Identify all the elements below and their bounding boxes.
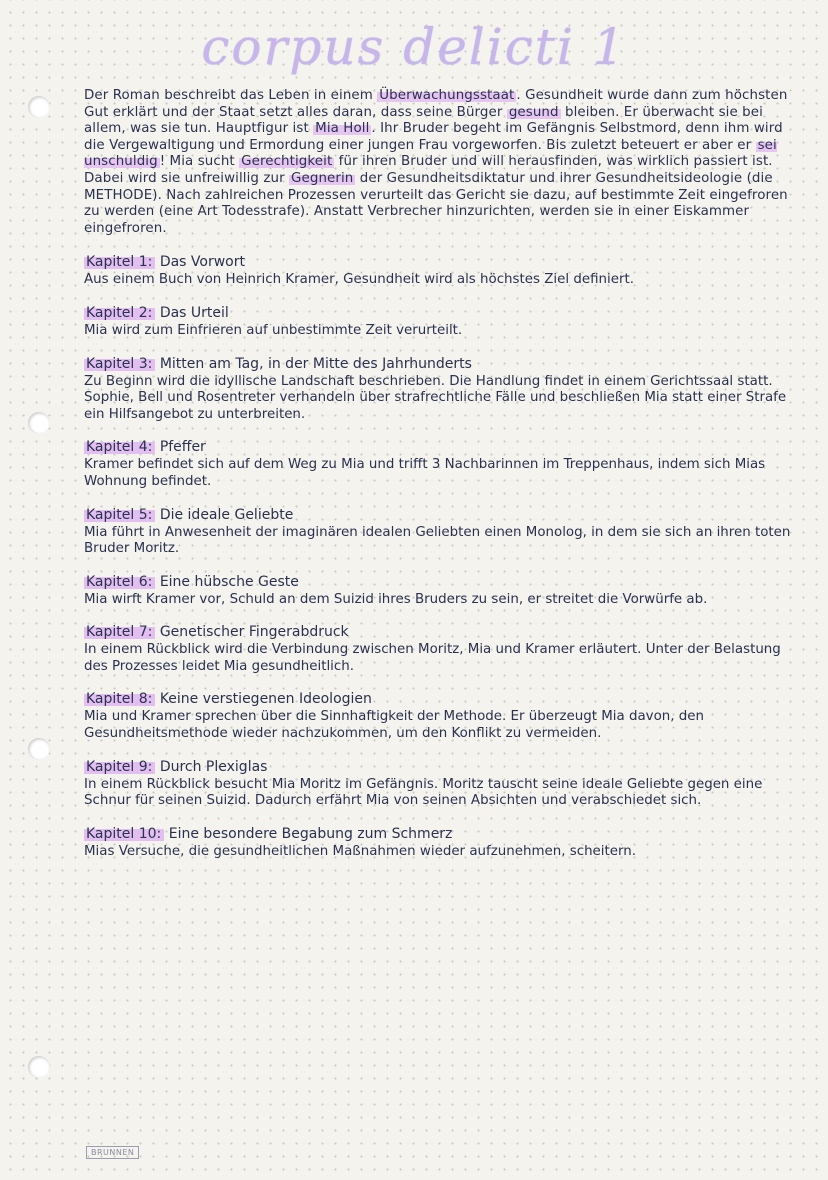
chapter-summary: Mia führt in Anwesenheit der imaginären idealen Geliebten einen Monolog, in dem sie sich an ihren toten Bruder Moritz. (84, 524, 791, 557)
highlight-term: gesund (508, 104, 559, 120)
brand-stamp: BRUNNEN (86, 1146, 139, 1159)
chapter-label: Kapitel 10: (84, 826, 164, 842)
chapter-1 (84, 253, 798, 289)
punch-hole (28, 412, 50, 434)
chapter-8 (84, 690, 798, 742)
intro-text: der Gesundheitsdiktatur und ihrer Gesundheitsideologie (die METHODE). Nach zahlreichen Prozessen verurteilt das Gericht sie dazu, auf bestimmte Zeit eingefroren zu werden (eine Art Todesstrafe). Anstatt Verbrecher hinzurichten, werden sie in einer Eiskammer eingefroren. (84, 170, 788, 236)
chapter-title: Eine hübsche Geste (159, 573, 299, 590)
highlight-term: Gerechtigkeit (241, 154, 333, 170)
chapter-10 (84, 825, 798, 861)
chapter-summary: In einem Rückblick besucht Mia Moritz im Gefängnis. Moritz tauscht seine ideale Geliebte gegen eine Schnur für seinen Suizid. Dadurch erfährt Mia von seinen Absichten und verabschiedet sich. (84, 776, 763, 809)
chapter-label: Kapitel 9: (84, 759, 155, 775)
punch-hole (28, 738, 50, 760)
chapter-summary: Kramer befindet sich auf dem Weg zu Mia und trifft 3 Nachbarinnen im Treppenhaus, indem sich Mias Wohnung befindet. (84, 457, 766, 489)
chapter-3 (84, 355, 798, 424)
intro-text: für ihren Bruder und will herausfinden, was wirklich passiert ist. Dabei wird sie unfreiwillig zur (84, 154, 773, 186)
highlight-term: Mia Holl (315, 121, 370, 137)
chapter-9 (84, 758, 798, 810)
intro-text: . Ihr Bruder begeht im Gefängnis Selbstmord, denn ihm wird die Vergewaltigung und Ermordung einer jungen Frau vorgeworfen. Bis zuletzt beteuert er aber er (84, 121, 783, 153)
highlight-term: sei unschuldig (84, 137, 777, 170)
chapter-7 (84, 623, 798, 675)
chapter-summary: Mia und Kramer sprechen über die Sinnhaftigkeit der Methode. Er überzeugt Mia davon, den Gesundheitsmethode wieder nachzukommen, um den Konflikt zu vermeiden. (84, 709, 705, 742)
chapter-summary: Mia wird zum Einfrieren auf unbestimmte Zeit verurteilt. (84, 322, 463, 338)
punch-hole (28, 96, 50, 118)
chapter-label: Kapitel 4: (84, 439, 155, 455)
chapter-summary: Mias Versuche, die gesundheitlichen Maßnahmen wieder aufzunehmen, scheitern. (84, 843, 637, 859)
intro-paragraph (84, 88, 798, 237)
chapter-summary: In einem Rückblick wird die Verbindung zwischen Moritz, Mia und Kramer erläutert. Unter der Belastung des Prozesses leidet Mia gesundheitlich. (84, 642, 781, 674)
intro-text: bleiben. Er überwacht sie bei allem, was sie tun. Hauptfigur ist (84, 104, 763, 137)
chapter-title: Eine besondere Begabung zum Schmerz (168, 825, 453, 842)
chapter-4 (84, 438, 798, 490)
notes-body (84, 88, 798, 875)
chapter-title: Durch Plexiglas (159, 758, 268, 775)
chapter-label: Kapitel 6: (84, 574, 155, 590)
chapter-title: Das Vorwort (159, 254, 245, 271)
chapter-title: Das Urteil (159, 304, 229, 321)
chapter-title: Keine verstiegenen Ideologien (159, 691, 372, 708)
chapter-label: Kapitel 7: (84, 624, 155, 640)
chapter-summary: Zu Beginn wird die idyllische Landschaft beschrieben. Die Handlung findet in einem Gerichtssaal statt. Sophie, Bell und Rosentreter verhandeln über strafrechtliche Fälle und beschließen Mia statt einer Strafe ein Hilfsangebot zu unterbreiten. (84, 373, 787, 422)
chapter-6 (84, 573, 798, 609)
chapter-label: Kapitel 1: (84, 254, 155, 270)
page-title: corpus delicti 1 (201, 18, 627, 76)
chapter-2 (84, 304, 798, 340)
chapter-title: Die ideale Geliebte (159, 506, 294, 523)
chapter-title: Pfeffer (159, 439, 206, 456)
chapter-label: Kapitel 3: (84, 356, 155, 372)
chapter-label: Kapitel 8: (84, 691, 155, 707)
chapter-label: Kapitel 5: (84, 507, 155, 523)
chapter-summary: Aus einem Buch von Heinrich Kramer, Gesundheit wird als höchstes Ziel definiert. (84, 272, 634, 288)
chapter-label: Kapitel 2: (84, 305, 155, 321)
highlight-term: Überwachungsstaat (379, 88, 515, 103)
chapter-5 (84, 506, 798, 558)
intro-text: ! Mia sucht (159, 154, 240, 170)
highlight-term: Gegnerin (291, 170, 354, 186)
chapter-title: Mitten am Tag, in der Mitte des Jahrhunderts (159, 355, 472, 372)
chapter-title: Genetischer Fingerabdruck (159, 624, 349, 641)
intro-text: Der Roman beschreibt das Leben in einem (84, 88, 378, 103)
punch-hole (28, 1056, 50, 1078)
intro-text: . Gesundheit wurde dann zum höchsten Gut erklärt und der Staat setzt alles daran, dass seine Bürger (84, 88, 788, 120)
chapter-summary: Mia wirft Kramer vor, Schuld an dem Suizid ihres Bruders zu sein, er streitet die Vorwürfe ab. (84, 591, 708, 607)
